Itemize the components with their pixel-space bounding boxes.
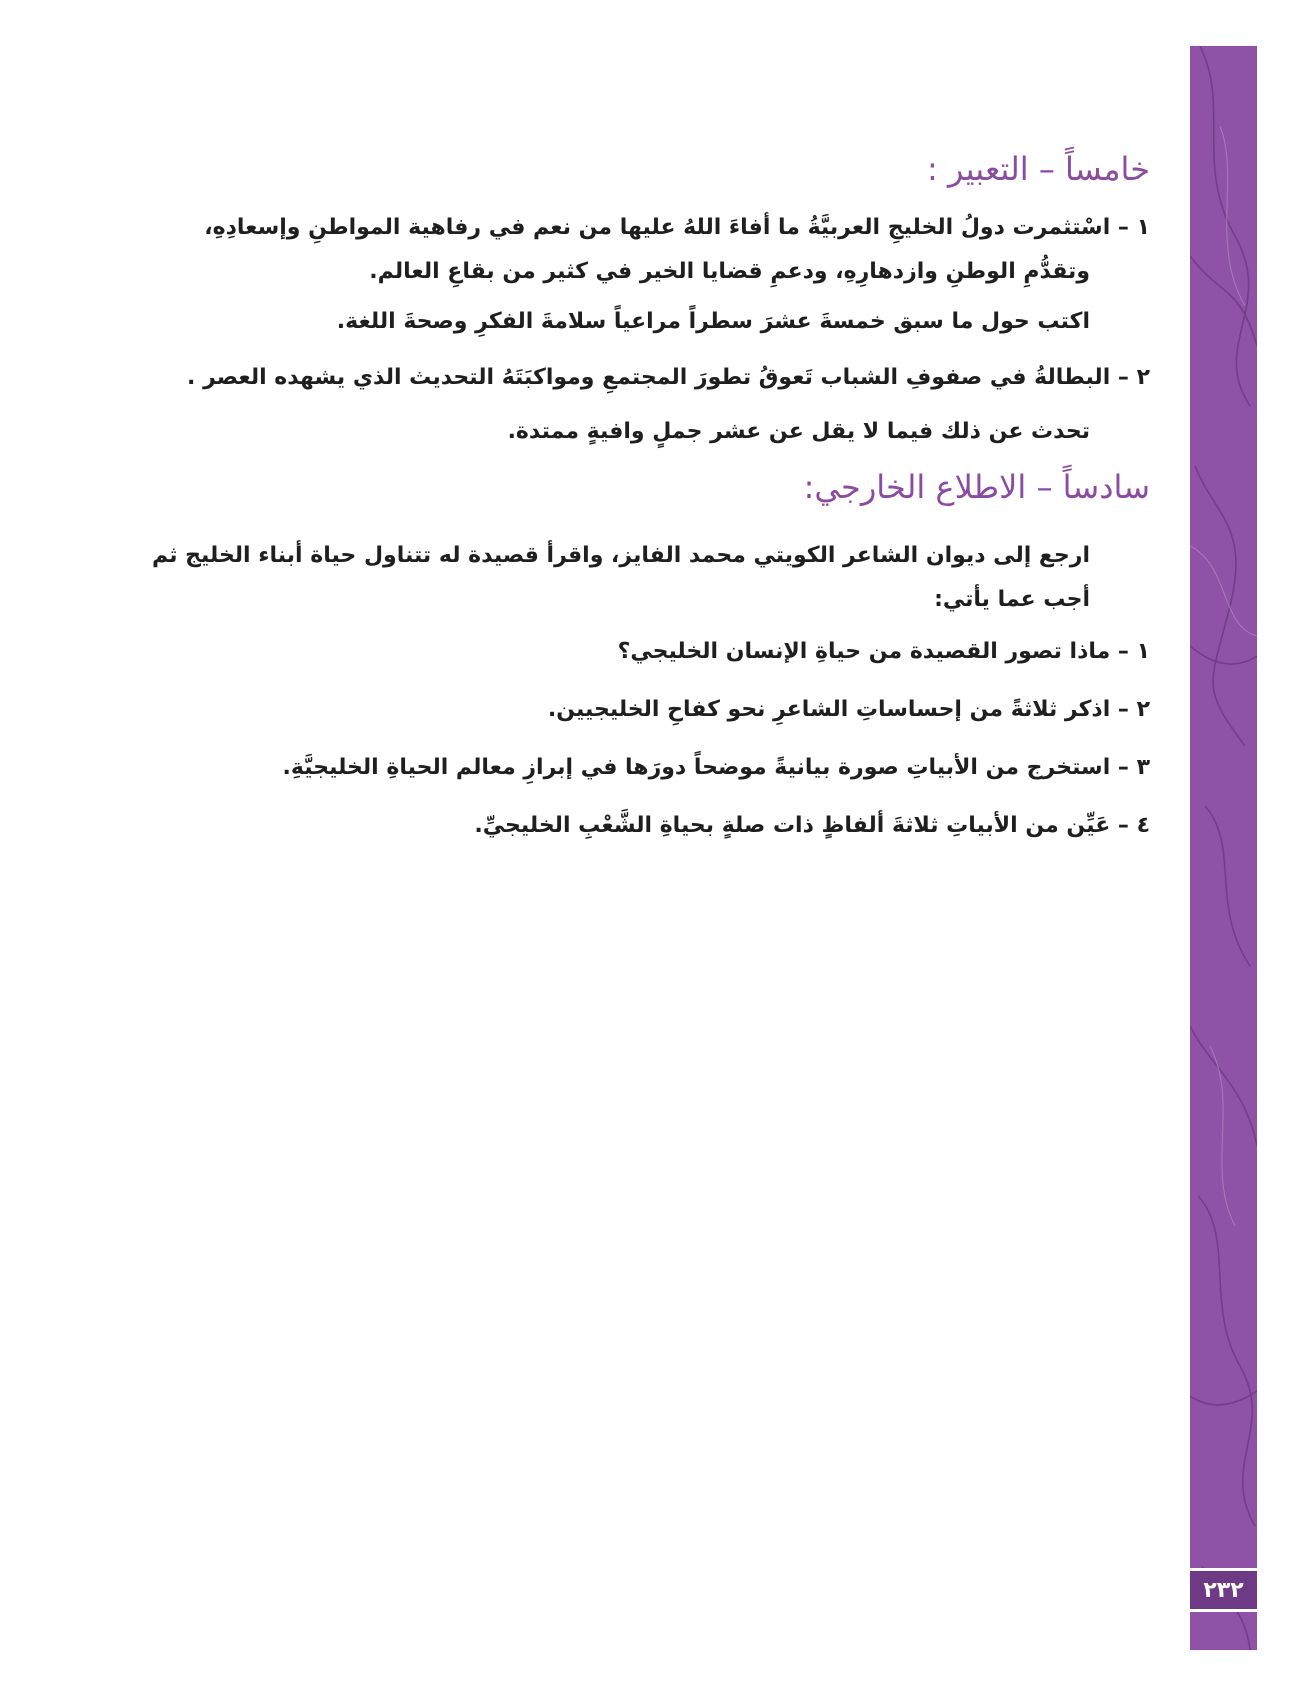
expression-item-2-text: ٢ – البطالةُ في صفوفِ الشباب تَعوقُ تطورَ المجتمعِ ومواكبَتَهُ التحديث الذي يشهده العصر . xyxy=(187,365,1150,390)
external-reading-intro: ارجع إلى ديوان الشاعر الكويتي محمد الفايز، واقرأ قصيدة له تتناول حياة أبناء الخليج ثم أجب عما يأتي: xyxy=(151,543,1090,612)
expression-item-2-task: تحدث عن ذلك فيما لا يقل عن عشر جملٍ وافيةٍ ممتدة. xyxy=(507,419,1090,444)
decorative-side-band xyxy=(1190,46,1257,1650)
question-4: ٤ – عَيِّن من الأبياتِ ثلاثةَ ألفاظٍ ذات صلةٍ بحياةِ الشَّعْبِ الخليجيِّ. xyxy=(474,813,1150,838)
external-reading-questions xyxy=(140,630,1150,848)
band-pattern xyxy=(1190,46,1257,1650)
section-title-expression: خامساً – التعبير : xyxy=(927,150,1150,188)
page-number: ٢٣٢ xyxy=(1190,1568,1257,1612)
expression-item-1-task: اكتب حول ما سبق خمسةَ عشرَ سطراً مراعياً سلامةَ الفكرِ وصحةَ اللغة. xyxy=(336,309,1090,334)
page-content xyxy=(140,150,1150,848)
question-3: ٣ – استخرج من الأبياتِ صورة بيانيةً موضحاً دورَها في إبرازِ معالم الحياةِ الخليجيَّةِ. xyxy=(282,755,1150,780)
expression-item-1-text: ١ – اسْتثمرت دولُ الخليجِ العربيَّةُ ما أفاءَ اللهُ عليها من نعم في رفاهية المواطنِ وإسعادِهِ، وتقدُّمِ الوطنِ وازدهارِهِ، ودعمِ قضايا الخير في كثير من بقاعِ العالم. xyxy=(204,215,1150,284)
section-title-external-reading: سادساً – الاطلاع الخارجي: xyxy=(803,468,1150,506)
expression-item-2 xyxy=(140,356,1150,454)
expression-item-1 xyxy=(140,206,1150,344)
question-2: ٢ – اذكر ثلاثةً من إحساساتِ الشاعرِ نحو كفاحِ الخليجيين. xyxy=(547,697,1150,722)
question-1: ١ – ماذا تصور القصيدة من حياةِ الإنسان الخليجي؟ xyxy=(617,639,1150,664)
